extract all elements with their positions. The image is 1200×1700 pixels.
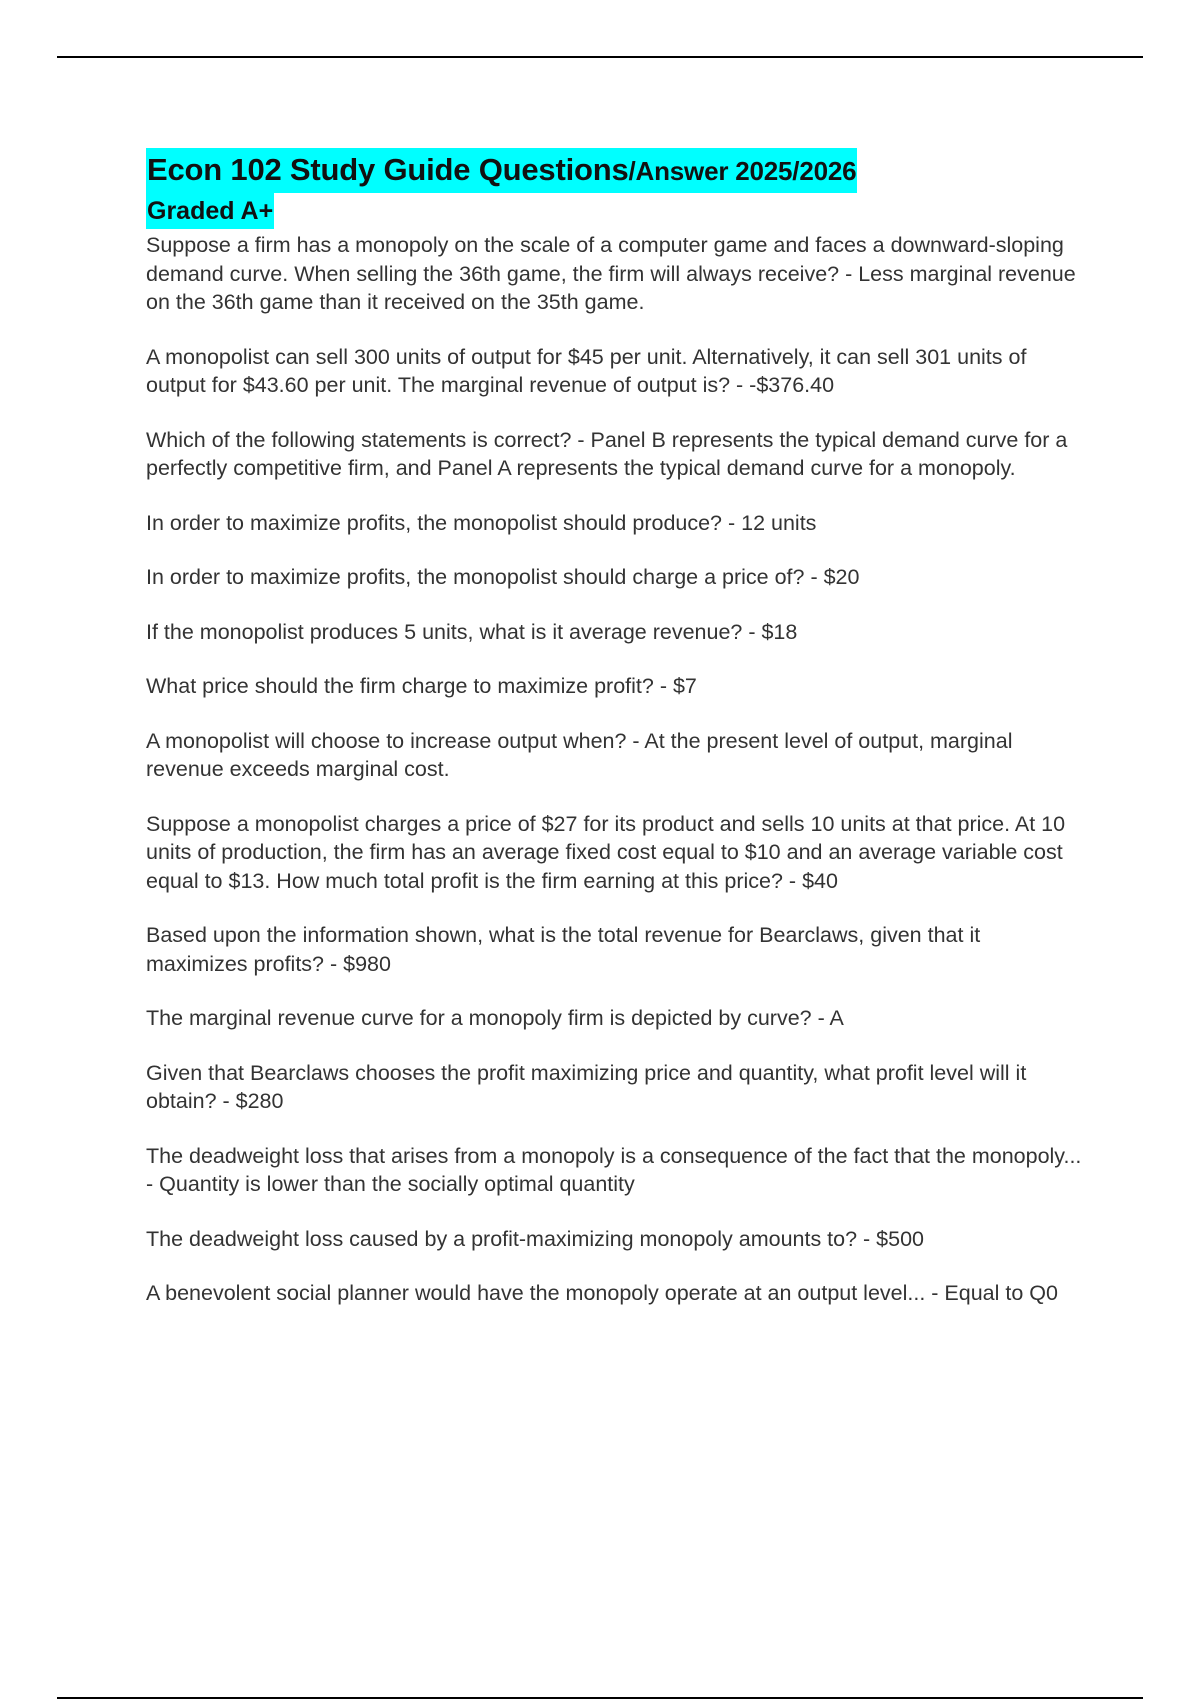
qa-item: What price should the firm charge to maximize profit? - $7 (146, 674, 697, 698)
qa-item: Given that Bearclaws chooses the profit maximizing price and quantity, what profit level will it obtain? - $280 (146, 1060, 1027, 1113)
qa-item: Which of the following statements is correct? - Panel B represents the typical demand curve for a perfectly competitive firm, and Panel A represents the typical demand curve for a monopoly. (146, 427, 1068, 480)
qa-item: Suppose a firm has a monopoly on the scale of a computer game and faces a downward-sloping demand curve. When selling the 36th game, the firm will always receive? - Less marginal revenue on the 36th game than it received on the 35th game. (146, 233, 1076, 314)
qa-item: Based upon the information shown, what is the total revenue for Bearclaws, given that it maximizes profits? - $980 (146, 923, 981, 976)
qa-item: A monopolist will choose to increase output when? - At the present level of output, marginal revenue exceeds marginal cost. (146, 728, 1013, 781)
qa-item: In order to maximize profits, the monopolist should produce? - 12 units (146, 510, 817, 535)
qa-item: A monopolist can sell 300 units of output for $45 per unit. Alternatively, it can sell 301 units of output for $43.60 per unit. The marginal revenue of output is? - -$376.40 (146, 344, 1027, 397)
qa-item: In order to maximize profits, the monopolist should charge a price of? - $20 (146, 565, 860, 589)
title-grade: Graded A+ (146, 193, 274, 229)
document-title (146, 148, 1086, 229)
qa-item: The marginal revenue curve for a monopoly firm is depicted by curve? - A (146, 1006, 844, 1030)
title-main: Econ 102 Study Guide Questions (147, 152, 629, 187)
qa-item: The deadweight loss that arises from a monopoly is a consequence of the fact that the monopoly... - Quantity is lower than the socially optimal quantity (146, 1143, 1082, 1196)
qa-item: Suppose a monopolist charges a price of $27 for its product and sells 10 units at that price. At 10 units of production, the firm has an average fixed cost equal to $10 and an average variable cost equal to $13. How much total profit is the firm earning at this price? - $40 (146, 811, 1066, 893)
bottom-rule (57, 1697, 1143, 1699)
title-line-1 (146, 148, 857, 193)
qa-item: The deadweight loss caused by a profit-maximizing monopoly amounts to? - $500 (146, 1226, 924, 1251)
qa-item: If the monopolist produces 5 units, what is it average revenue? - $18 (146, 619, 798, 644)
qa-item: A benevolent social planner would have the monopoly operate at an output level... - Equal to Q0 (146, 1281, 1058, 1305)
title-year: /Answer 2025/2026 (628, 156, 857, 186)
top-rule (57, 56, 1143, 58)
document-body (146, 148, 1086, 1334)
